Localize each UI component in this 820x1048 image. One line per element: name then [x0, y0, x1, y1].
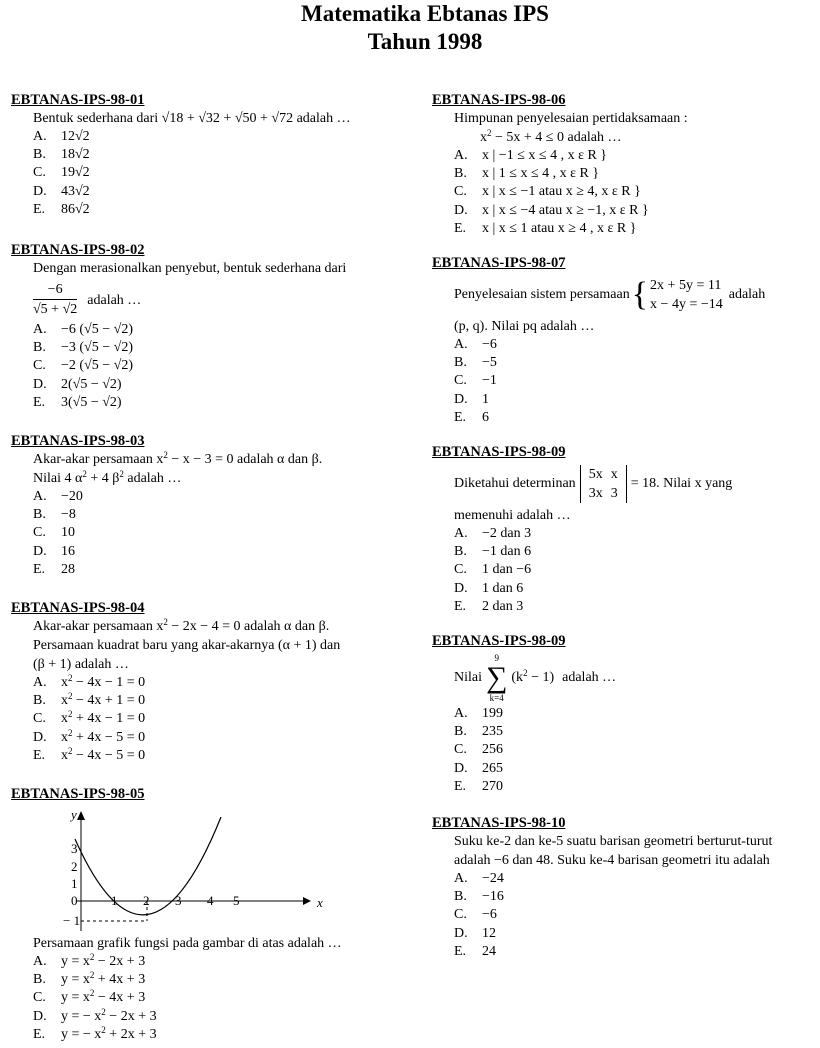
option-text: 43√2	[61, 183, 90, 199]
text-part: − 2x + 3	[105, 1008, 157, 1024]
options-list	[33, 321, 411, 412]
equation-system-row	[454, 276, 817, 314]
options-list	[33, 488, 411, 579]
option-c	[33, 989, 411, 1007]
option-letter: A.	[454, 706, 468, 722]
question-9	[432, 632, 817, 796]
text-part: (k	[511, 670, 524, 686]
option-text	[61, 693, 145, 708]
options-list	[33, 953, 411, 1044]
option-c	[454, 906, 817, 924]
x-axis-arrow	[303, 897, 311, 905]
question-text-line3: (β + 1) adalah …	[33, 657, 129, 673]
option-text: 256	[482, 742, 503, 758]
text-part: − 4x + 1 = 0	[72, 693, 146, 709]
option-letter: E.	[454, 220, 467, 236]
matrix-cell: x	[610, 467, 618, 483]
option-letter: A.	[33, 129, 47, 144]
option-letter: D.	[454, 580, 468, 596]
option-text: x | x ≤ −1 atau x ≥ 4, x ε R }	[482, 184, 641, 200]
left-column	[11, 91, 411, 1044]
text-part: x	[61, 747, 68, 763]
question-text-line2: Persamaan kuadrat baru yang akar-akarnya (α + 1) dan	[33, 638, 341, 654]
option-text: 19√2	[61, 165, 90, 181]
superscript: 2	[163, 617, 168, 628]
option-c	[454, 372, 817, 390]
question-text-line2: adalah −6 dan 48. Suku ke-4 barisan geometri itu adalah	[454, 853, 770, 869]
option-text: 28	[61, 561, 75, 577]
option-letter: B.	[454, 889, 467, 905]
option-b	[33, 971, 411, 989]
option-text: −20	[61, 489, 83, 505]
option-text	[61, 675, 145, 690]
option-d	[33, 1008, 411, 1026]
option-text	[61, 972, 145, 987]
question-header: EBTANAS-IPS-98-02	[11, 242, 145, 259]
option-d	[454, 760, 817, 778]
option-a	[33, 488, 411, 506]
question-header: EBTANAS-IPS-98-09	[432, 633, 566, 650]
option-letter: E.	[33, 747, 46, 763]
parabola-graph	[33, 807, 353, 931]
question-5	[11, 785, 411, 1044]
option-text	[61, 711, 145, 726]
option-d	[33, 543, 411, 561]
option-a	[33, 321, 411, 339]
option-a	[33, 128, 411, 146]
option-text: 18√2	[61, 147, 90, 163]
option-letter: D.	[33, 183, 47, 199]
option-e	[454, 598, 817, 616]
option-letter: C.	[33, 990, 46, 1006]
options-list	[454, 525, 817, 616]
question-text-line2	[33, 469, 411, 488]
option-letter: C.	[33, 525, 46, 541]
text-part: x	[61, 711, 68, 727]
question-text-after: adalah …	[87, 292, 142, 308]
text-part: adalah …	[123, 471, 182, 487]
text-part: x	[61, 693, 68, 709]
question-text-after: adalah	[728, 287, 766, 303]
option-b	[454, 354, 817, 372]
option-text: x | x ≤ 1 atau x ≥ 4 , x ε R }	[482, 220, 637, 236]
option-e	[33, 201, 411, 219]
question-header: EBTANAS-IPS-98-03	[11, 433, 145, 450]
option-letter: D.	[454, 391, 468, 407]
summation-row	[454, 653, 817, 703]
question-text-after: = 18. Nilai x yang	[630, 476, 733, 492]
right-column	[432, 91, 817, 961]
option-b	[33, 339, 411, 357]
option-b	[33, 506, 411, 524]
text-part: − 5x + 4 ≤ 0 adalah …	[491, 130, 622, 145]
option-text: 16	[61, 543, 75, 559]
question-1	[11, 91, 411, 219]
superscript: 2	[89, 952, 95, 963]
option-letter: D.	[33, 729, 47, 745]
matrix-cell: 3x	[588, 486, 603, 502]
text-part: + 4 β	[86, 471, 120, 487]
text-part: − 4x − 1 = 0	[72, 675, 146, 691]
option-letter: B.	[454, 544, 467, 560]
x-tick: 3	[175, 893, 182, 909]
question-header: EBTANAS-IPS-98-10	[432, 815, 566, 832]
option-a	[454, 336, 817, 354]
inequality	[480, 128, 817, 147]
option-letter: A.	[454, 148, 468, 163]
option-e	[454, 409, 817, 427]
superscript: 2	[68, 673, 73, 684]
text-part: Nilai 4 α	[33, 471, 83, 487]
text-part: x	[61, 729, 68, 745]
option-letter: D.	[454, 925, 468, 941]
x-tick: 5	[233, 893, 240, 909]
option-text: 12√2	[61, 129, 90, 144]
option-a	[454, 525, 817, 543]
y-tick: 2	[71, 859, 78, 875]
option-letter: C.	[454, 742, 467, 758]
option-letter: C.	[454, 373, 467, 389]
option-text: −2 dan 3	[482, 526, 532, 542]
option-letter: D.	[454, 202, 468, 218]
sum-term	[511, 670, 554, 686]
option-text: −6 (√5 − √2)	[61, 322, 133, 338]
option-letter: B.	[33, 147, 46, 163]
option-a	[454, 705, 817, 723]
y-tick: 1	[71, 876, 78, 892]
option-text: 1 dan −6	[482, 562, 532, 578]
option-letter: A.	[33, 322, 47, 338]
text-part: x	[480, 130, 487, 145]
option-text: −1 dan 6	[482, 544, 532, 560]
option-b	[454, 165, 817, 183]
option-e	[454, 778, 817, 796]
option-text: −8	[61, 507, 76, 523]
option-e	[454, 943, 817, 961]
option-d	[454, 925, 817, 943]
option-letter: E.	[33, 561, 46, 577]
option-text: −3 (√5 − √2)	[61, 340, 133, 356]
option-text: 1 dan 6	[482, 580, 524, 596]
option-e	[33, 1026, 411, 1044]
option-text: x | −1 ≤ x ≤ 4 , x ε R }	[482, 148, 608, 163]
option-letter: E.	[454, 409, 467, 425]
options-list	[454, 147, 817, 238]
text-part: y = − x	[61, 1026, 102, 1042]
option-text: −6	[482, 337, 497, 353]
option-letter: E.	[33, 1026, 46, 1042]
fraction	[33, 282, 77, 319]
question-6	[432, 91, 817, 238]
superscript: 2	[68, 727, 73, 738]
option-text: 199	[482, 706, 503, 722]
fraction-numerator: −6	[33, 282, 77, 300]
option-letter: B.	[33, 693, 46, 709]
superscript: 2	[68, 709, 73, 720]
option-b	[454, 723, 817, 741]
option-letter: E.	[454, 778, 467, 794]
option-letter: A.	[454, 871, 468, 887]
question-10	[432, 814, 817, 961]
options-list	[454, 336, 817, 427]
x-tick: 2	[143, 893, 150, 909]
superscript: 2	[163, 450, 168, 461]
text-part: − 2x − 4 = 0 adalah α dan β.	[167, 619, 330, 635]
option-letter: E.	[33, 394, 46, 410]
option-text: 10	[61, 525, 75, 541]
option-text: 2 dan 3	[482, 598, 524, 614]
option-c	[454, 561, 817, 579]
option-letter: B.	[454, 724, 467, 740]
option-letter: C.	[454, 907, 467, 923]
option-text: −2 (√5 − √2)	[61, 358, 133, 374]
question-7	[432, 254, 817, 427]
superscript: 2	[523, 668, 528, 679]
option-text: −5	[482, 355, 497, 371]
text-part: y = x	[61, 990, 90, 1006]
option-letter: D.	[454, 760, 468, 776]
equation-system	[650, 276, 723, 314]
option-letter: C.	[454, 184, 467, 200]
determinant-matrix	[580, 465, 627, 503]
options-list	[454, 870, 817, 961]
option-d	[33, 729, 411, 747]
options-list	[33, 674, 411, 765]
option-b	[454, 543, 817, 561]
y-tick: − 1	[63, 913, 81, 929]
option-letter: A.	[33, 675, 47, 691]
question-header: EBTANAS-IPS-98-07	[432, 255, 566, 272]
text-part: Akar-akar persamaan x	[33, 619, 164, 635]
superscript: 2	[487, 128, 492, 138]
text-part: − 4x + 3	[94, 990, 146, 1006]
option-letter: A.	[454, 337, 468, 353]
question-header: EBTANAS-IPS-98-04	[11, 600, 145, 617]
text-part: + 4x − 5 = 0	[72, 729, 146, 745]
sum-lower-limit: k=4	[489, 693, 504, 704]
question-text-line1	[33, 450, 411, 469]
question-text-line1: Suku ke-2 dan ke-5 suatu barisan geometri berturut-turut	[454, 834, 773, 850]
superscript: 2	[82, 469, 87, 480]
question-8	[432, 443, 817, 616]
option-text	[61, 1024, 157, 1042]
equation-1: 2x + 5y = 11	[650, 278, 722, 294]
option-letter: C.	[33, 711, 46, 727]
summation	[486, 653, 507, 703]
text-part: − 1)	[527, 670, 555, 686]
option-c	[33, 357, 411, 375]
question-text-line2: memenuhi adalah …	[454, 508, 571, 524]
option-letter: C.	[33, 165, 46, 181]
option-text	[61, 1006, 157, 1024]
option-c	[33, 164, 411, 182]
option-text: 270	[482, 778, 503, 794]
superscript: 2	[89, 970, 95, 981]
option-e	[33, 561, 411, 579]
option-text: 86√2	[61, 201, 90, 217]
superscript: 2	[89, 988, 95, 999]
option-letter: E.	[33, 201, 46, 217]
option-c	[33, 524, 411, 542]
option-d	[33, 376, 411, 394]
question-header: EBTANAS-IPS-98-09	[432, 444, 566, 461]
option-d	[454, 391, 817, 409]
options-list	[33, 128, 411, 219]
sigma-icon: ∑	[486, 661, 508, 695]
question-text-after: adalah …	[562, 670, 617, 686]
question-4	[11, 599, 411, 765]
option-c	[454, 741, 817, 759]
option-b	[454, 888, 817, 906]
y-tick: 3	[71, 841, 78, 857]
text-part: Akar-akar persamaan x	[33, 452, 164, 468]
option-letter: B.	[33, 972, 46, 988]
option-d	[33, 183, 411, 201]
option-letter: B.	[454, 355, 467, 371]
option-letter: B.	[454, 166, 467, 182]
option-letter: D.	[33, 376, 47, 392]
equation-2: x − 4y = −14	[650, 297, 723, 313]
option-a	[454, 870, 817, 888]
y-axis-arrow	[77, 811, 85, 820]
text-part: − 4x − 5 = 0	[72, 747, 146, 763]
text-part: + 4x + 3	[94, 972, 146, 988]
question-text: Penyelesaian sistem persamaan	[454, 287, 630, 303]
question-header: EBTANAS-IPS-98-05	[11, 786, 145, 803]
question-text: Dengan merasionalkan penyebut, bentuk sederhana dari	[33, 261, 347, 277]
fraction-row	[33, 282, 411, 319]
options-list	[454, 705, 817, 796]
option-letter: A.	[454, 526, 468, 542]
sum-upper-limit: 9	[494, 653, 499, 664]
question-text-line1	[33, 617, 411, 636]
option-letter: B.	[33, 340, 46, 356]
superscript: 2	[101, 1006, 106, 1017]
option-text: 6	[482, 409, 489, 425]
option-letter: D.	[33, 1008, 47, 1024]
option-letter: D.	[33, 543, 47, 559]
option-text	[61, 727, 146, 745]
matrix-cell: 5x	[588, 467, 603, 483]
option-letter: B.	[33, 507, 46, 523]
text-part: + 2x + 3	[105, 1026, 157, 1042]
option-text: 12	[482, 925, 496, 941]
option-a	[33, 674, 411, 692]
option-d	[454, 580, 817, 598]
option-text	[61, 745, 146, 763]
superscript: 2	[68, 745, 73, 756]
option-letter: E.	[454, 598, 467, 614]
question-text: Nilai	[454, 670, 482, 686]
option-text: x | x ≤ −4 atau x ≥ −1, x ε R }	[482, 202, 649, 218]
y-axis-label: y	[71, 807, 77, 823]
option-text: 2(√5 − √2)	[61, 376, 122, 392]
determinant-row	[454, 465, 817, 503]
option-c	[33, 710, 411, 728]
question-header: EBTANAS-IPS-98-06	[432, 92, 566, 108]
superscript: 2	[119, 469, 124, 480]
page-subtitle: Tahun 1998	[367, 29, 483, 54]
option-text: 1	[482, 391, 489, 407]
option-letter: A.	[33, 954, 47, 970]
text-part: y = − x	[61, 1008, 102, 1024]
option-letter: A.	[33, 489, 47, 505]
fraction-denominator: √5 + √2	[33, 302, 78, 318]
question-text: Bentuk sederhana dari √18 + √32 + √50 + √72 adalah …	[33, 111, 351, 126]
text-part: − 2x + 3	[94, 954, 146, 970]
question-text: Himpunan penyelesaian pertidaksamaan :	[454, 111, 688, 126]
option-text: −16	[482, 889, 504, 905]
superscript: 2	[68, 691, 73, 702]
option-a	[33, 953, 411, 971]
option-text: −1	[482, 373, 497, 389]
text-part: − x − 3 = 0 adalah α dan β.	[167, 452, 323, 468]
option-b	[33, 146, 411, 164]
option-e	[33, 394, 411, 412]
question-header: EBTANAS-IPS-98-01	[11, 92, 145, 108]
option-text: 235	[482, 724, 503, 740]
option-text: 24	[482, 943, 496, 959]
option-e	[33, 747, 411, 765]
brace-icon: {	[631, 276, 649, 314]
option-text	[61, 990, 145, 1005]
x-axis-label: x	[317, 895, 323, 911]
option-text: x | 1 ≤ x ≤ 4 , x ε R }	[482, 166, 600, 182]
text-part: y = x	[61, 972, 90, 988]
option-e	[454, 220, 817, 238]
page-title: Matematika Ebtanas IPS	[301, 1, 549, 26]
option-a	[454, 147, 817, 165]
option-letter: C.	[454, 562, 467, 578]
superscript: 2	[101, 1024, 106, 1035]
option-text	[61, 954, 145, 969]
question-text-line2: (p, q). Nilai pq adalah …	[454, 319, 595, 335]
x-tick: 4	[207, 893, 214, 909]
option-b	[33, 692, 411, 710]
text-part: y = x	[61, 954, 90, 970]
x-tick: 1	[111, 893, 118, 909]
text-part: x	[61, 675, 68, 691]
option-text: 265	[482, 760, 503, 776]
question-2	[11, 241, 411, 412]
matrix-cell: 3	[610, 486, 618, 502]
question-text: Persamaan grafik fungsi pada gambar di atas adalah …	[33, 936, 342, 952]
option-text: −24	[482, 871, 504, 887]
option-c	[454, 183, 817, 201]
question-3	[11, 432, 411, 579]
option-letter: E.	[454, 943, 467, 959]
question-text: Diketahui determinan	[454, 476, 576, 492]
text-part: + 4x − 1 = 0	[72, 711, 146, 727]
option-text: 3(√5 − √2)	[61, 394, 122, 410]
option-d	[454, 202, 817, 220]
y-tick: 0	[71, 893, 78, 909]
option-text: −6	[482, 907, 497, 923]
option-letter: C.	[33, 358, 46, 374]
